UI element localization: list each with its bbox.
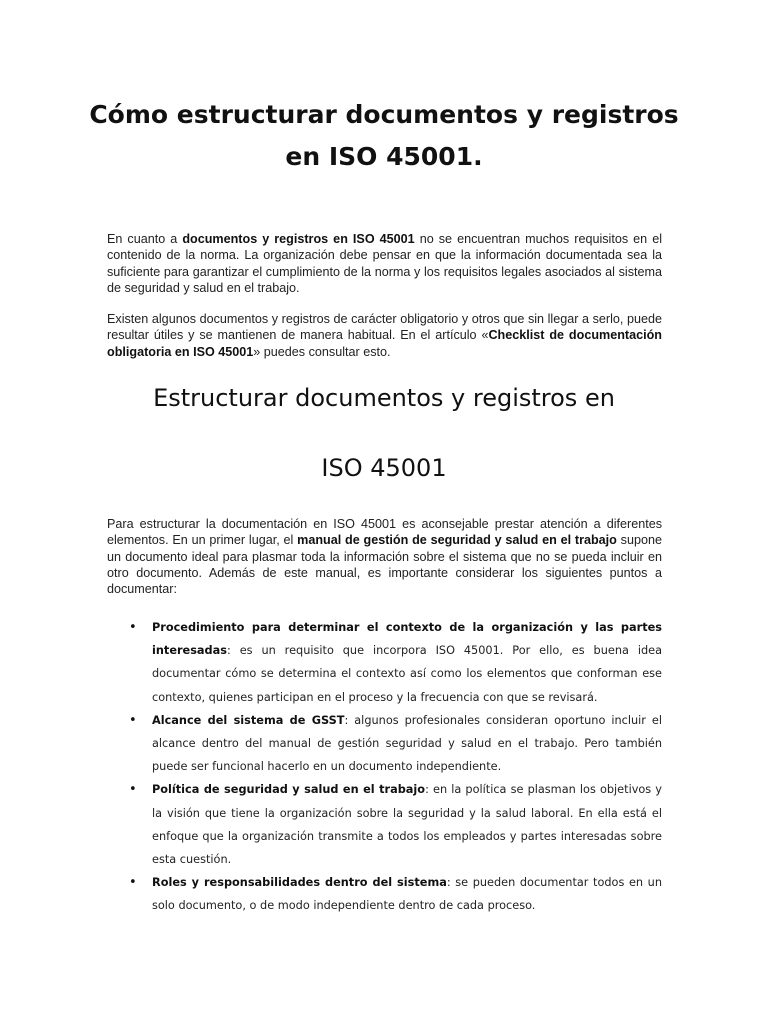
documentation-bullet-list xyxy=(107,616,662,918)
intro-paragraph-2 xyxy=(107,311,662,360)
list-item-text: : se pueden documentar todos en un solo documento, o de modo independiente dentro de cada proceso. xyxy=(152,876,662,913)
section-p3-text-c: supone un documento ideal para plasmar toda la información sobre el sistema que no se pueda incluir en otro documento. Además de este manual, es importante considerar los siguientes puntos a documentar: xyxy=(107,533,662,597)
bullet-icon: • xyxy=(129,875,137,891)
list-item-text: : algunos profesionales consideran oportuno incluir el alcance dentro del manual de gestión seguridad y salud en el trabajo. Pero también puede ser funcional hacerlo en un documento independiente. xyxy=(152,713,662,774)
list-item-bold: Procedimiento para determinar el contexto de la organización y las partes interesadas xyxy=(152,621,662,658)
list-item-text: : es un requisito que incorpora ISO 45001. Por ello, es buena idea documentar cómo se determina el contexto así como los elementos que conforman ese contexto, quienes participan en el proceso y la frecuencia con que se revisará. xyxy=(152,644,662,704)
list-item xyxy=(107,871,662,917)
bullet-icon: • xyxy=(129,782,137,798)
list-item-bold: Política de seguridad y salud en el trabajo xyxy=(152,783,426,797)
list-item-bold: Alcance del sistema de GSST xyxy=(152,713,345,727)
document-title-line1: Cómo estructurar documentos y registros xyxy=(89,100,679,129)
intro-paragraph-1 xyxy=(107,231,662,296)
list-item xyxy=(107,778,662,871)
section-heading-line1: Estructurar documentos y registros en xyxy=(153,384,615,412)
section-heading-line2: ISO 45001 xyxy=(321,454,447,482)
checklist-article-link[interactable]: Checklist de documentación obligatoria en ISO 45001 xyxy=(107,328,662,359)
intro-p1-text-c: no se encuentran muchos requisitos en el contenido de la norma. La organización debe pensar en que la información documentada sea la suficiente para garantizar el cumplimiento de la norma y los requisitos legales asociados al sistema de seguridad y salud en el trabajo. xyxy=(107,232,663,295)
list-item-bold: Roles y responsabilidades dentro del sistema xyxy=(152,876,447,890)
section-p3-bold: manual de gestión de seguridad y salud en el trabajo xyxy=(297,533,617,548)
bullet-icon: • xyxy=(129,712,137,728)
section-paragraph xyxy=(107,516,662,597)
intro-p2-text-c: » puedes consultar esto. xyxy=(253,344,391,359)
bullet-icon: • xyxy=(129,620,137,635)
document-title-line2: en ISO 45001. xyxy=(285,142,483,171)
intro-p1-bold: documentos y registros en ISO 45001 xyxy=(182,232,415,246)
list-item-text: : en la política se plasman los objetivos y la visión que tiene la organización sobre la seguridad y la salud laboral. En ella está el enfoque que la organización transmite a todos los empleados y partes interesadas sobre esta cuestión. xyxy=(152,783,662,867)
document-title xyxy=(80,94,688,178)
list-item xyxy=(107,709,662,779)
section-p3-text-a: Para estructurar la documentación en ISO 45001 es aconsejable prestar atención a diferentes elementos. En un primer lugar, el xyxy=(107,517,662,548)
list-item xyxy=(107,616,662,709)
intro-p2-text-a: Existen algunos documentos y registros de carácter obligatorio y otros que sin llegar a serlo, puede resultar útiles y se mantienen de manera habitual. En el artículo « xyxy=(107,312,662,343)
intro-p1-text-a: En cuanto a xyxy=(107,232,183,246)
